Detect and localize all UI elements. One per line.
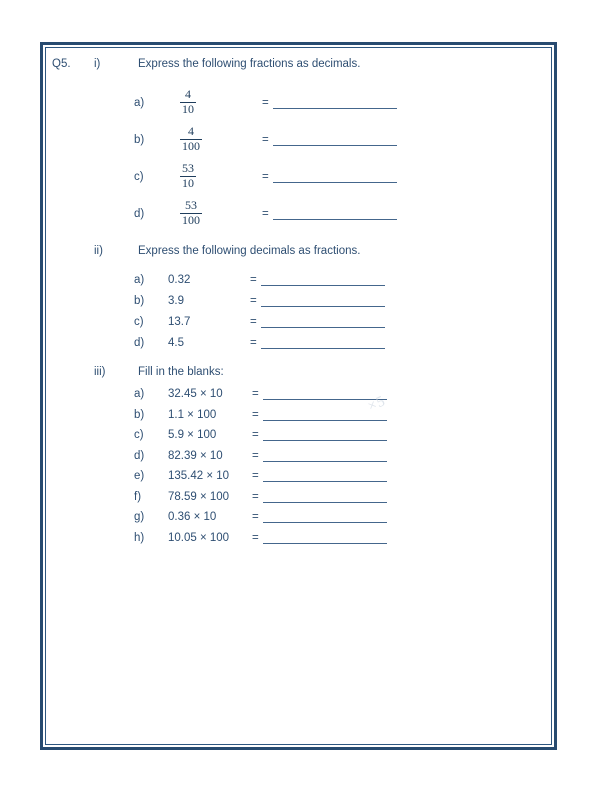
answer-blank[interactable] <box>261 274 385 286</box>
answer-blank[interactable] <box>261 295 385 307</box>
item-letter: a) <box>134 273 145 286</box>
item-letter: c) <box>134 429 144 442</box>
part-ii-prompt: Express the following decimals as fractions. <box>138 245 361 257</box>
answer-blank[interactable] <box>263 511 387 523</box>
spacer <box>52 70 545 84</box>
question-number: Q5. <box>52 58 71 70</box>
list-item <box>52 446 545 467</box>
answer-blank[interactable] <box>273 97 397 109</box>
fraction-operand <box>168 125 262 154</box>
item-letter: c) <box>134 170 144 183</box>
list-item <box>52 195 545 232</box>
part-iii-label: iii) <box>94 366 106 378</box>
part-ii-heading <box>52 245 545 257</box>
expression: 82.39 × 10 <box>168 449 223 462</box>
item-letter: f) <box>134 490 142 503</box>
item-letter: a) <box>134 96 145 109</box>
expression: 5.9 × 100 <box>168 429 217 442</box>
fraction-numerator: 4 <box>185 87 191 102</box>
equals-sign: = <box>252 429 259 442</box>
answer-blank[interactable] <box>273 171 397 183</box>
equals-sign: = <box>262 96 269 109</box>
equals-sign: = <box>262 170 269 183</box>
item-letter: e) <box>134 470 145 483</box>
equals-sign: = <box>252 408 259 421</box>
item-letter: g) <box>134 511 145 524</box>
answer-blank[interactable] <box>261 337 385 349</box>
equals-sign: = <box>252 470 259 483</box>
spacer <box>52 353 545 366</box>
fraction-numerator: 4 <box>188 124 194 139</box>
answer-blank[interactable] <box>263 470 387 482</box>
fraction <box>180 88 196 117</box>
part-i-prompt: Express the following fractions as decimals. <box>138 58 361 70</box>
list-item <box>52 405 545 426</box>
fraction-operand <box>168 199 262 228</box>
fraction <box>180 162 196 191</box>
expression: 10.05 × 100 <box>168 531 230 544</box>
answer-blank[interactable] <box>273 208 397 220</box>
item-letter: b) <box>134 133 145 146</box>
equals-sign: = <box>252 449 259 462</box>
decimal-value: 0.32 <box>168 273 191 286</box>
fraction-operand <box>168 162 262 191</box>
equals-sign: = <box>262 133 269 146</box>
item-letter: d) <box>134 207 145 220</box>
part-i-label: i) <box>94 58 101 70</box>
item-letter: h) <box>134 531 145 544</box>
equals-sign: = <box>250 336 257 349</box>
part-i-heading <box>52 58 545 70</box>
expression: 0.36 × 10 <box>168 511 217 524</box>
equals-sign: = <box>252 388 259 401</box>
fraction-denominator: 10 <box>182 176 194 190</box>
list-item <box>52 425 545 446</box>
answer-blank[interactable] <box>263 450 387 462</box>
list-item <box>52 269 545 290</box>
fraction <box>180 125 202 154</box>
list-item <box>52 311 545 332</box>
equals-sign: = <box>250 273 257 286</box>
equals-sign: = <box>252 531 259 544</box>
part-ii-label: ii) <box>94 245 103 257</box>
item-letter: b) <box>134 408 145 421</box>
spacer <box>52 232 545 245</box>
list-item <box>52 290 545 311</box>
fraction-denominator: 10 <box>182 102 194 116</box>
expression: 135.42 × 10 <box>168 470 230 483</box>
spacer <box>52 257 545 269</box>
part-i-items <box>52 84 545 232</box>
watermark: ×5 <box>365 393 389 416</box>
decimal-value: 3.9 <box>168 294 184 307</box>
worksheet-inner-border <box>45 47 552 745</box>
item-letter: b) <box>134 294 145 307</box>
worksheet-page <box>40 42 557 750</box>
equals-sign: = <box>250 294 257 307</box>
list-item <box>52 507 545 528</box>
list-item <box>52 121 545 158</box>
part-ii-items <box>52 269 545 353</box>
equals-sign: = <box>252 490 259 503</box>
fraction-denominator: 100 <box>182 213 200 227</box>
fraction-operand <box>168 88 262 117</box>
answer-blank[interactable] <box>263 409 387 421</box>
list-item <box>52 528 545 549</box>
answer-blank[interactable] <box>261 316 385 328</box>
answer-blank[interactable] <box>263 429 387 441</box>
item-letter: d) <box>134 449 145 462</box>
expression: 32.45 × 10 <box>168 388 223 401</box>
list-item <box>52 487 545 508</box>
answer-blank[interactable] <box>263 532 387 544</box>
part-iii-items <box>52 384 545 548</box>
fraction-denominator: 100 <box>182 139 200 153</box>
decimal-value: 4.5 <box>168 336 184 349</box>
list-item <box>52 384 545 405</box>
item-letter: c) <box>134 315 144 328</box>
expression: 78.59 × 100 <box>168 490 230 503</box>
item-letter: a) <box>134 388 145 401</box>
part-iii-prompt: Fill in the blanks: <box>138 366 224 378</box>
expression: 1.1 × 100 <box>168 408 217 421</box>
answer-blank[interactable] <box>273 134 397 146</box>
fraction-numerator: 53 <box>182 161 194 176</box>
fraction-numerator: 53 <box>185 198 197 213</box>
equals-sign: = <box>252 511 259 524</box>
part-iii-heading <box>52 366 545 378</box>
worksheet-content <box>46 48 551 744</box>
list-item <box>52 158 545 195</box>
list-item <box>52 332 545 353</box>
list-item <box>52 466 545 487</box>
fraction <box>180 199 202 228</box>
list-item <box>52 84 545 121</box>
answer-blank[interactable] <box>263 491 387 503</box>
equals-sign: = <box>262 207 269 220</box>
decimal-value: 13.7 <box>168 315 191 328</box>
item-letter: d) <box>134 336 145 349</box>
equals-sign: = <box>250 315 257 328</box>
